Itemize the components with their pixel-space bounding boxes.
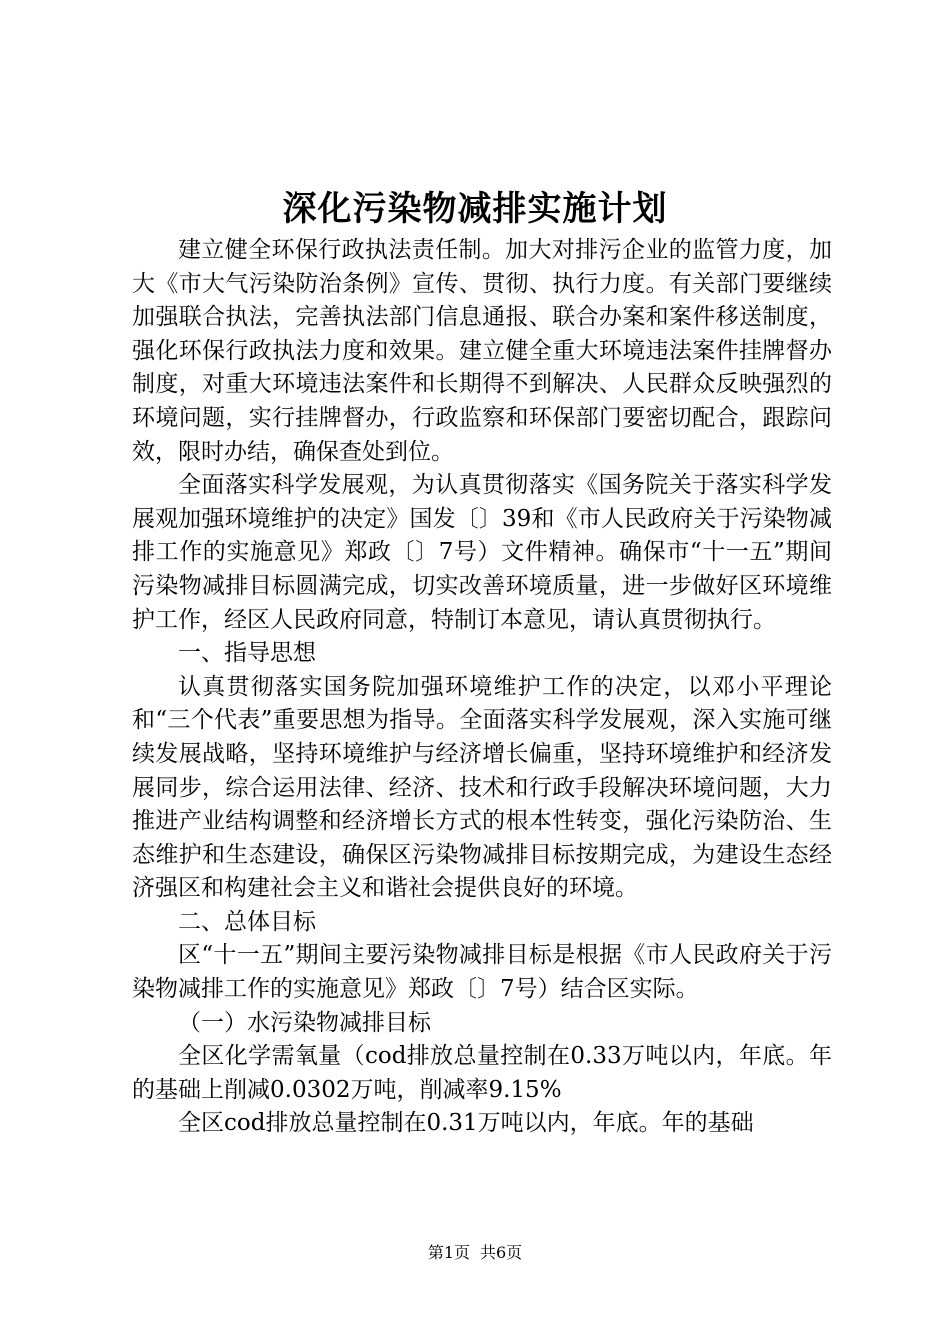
document-body (132, 234, 832, 1141)
section-heading-guiding-thought: 一、指导思想 (178, 640, 316, 667)
paragraph-enforcement: 建立健全环保行政执法责任制。加大对排污企业的监管力度，加大《市大气污染防治条例》宣传、贯彻、执行力度。有关部门要继续加强联合执法，完善执法部门信息通报、联合办案和案件移送制度，强化环保行政执法力度和效果。建立健全重大环境违法案件挂牌督办制度，对重大环境违法案件和长期得不到解决、人民群众反映强烈的环境问题，实行挂牌督办，行政监察和环保部门要密切配合，跟踪问效，限时办结，确保查处到位。 (132, 237, 832, 465)
page-total: 共6页 (480, 1243, 523, 1262)
paragraph-cod-target-1: 全区化学需氧量（cod排放总量控制在0.33万吨以内，年底。年的基础上削减0.0302万吨，削减率9.15% (132, 1043, 832, 1103)
document-title: 深化污染物减排实施计划 (282, 189, 668, 229)
paragraph-overall-goal: 区“十一五”期间主要污染物减排目标是根据《市人民政府关于污染物减排工作的实施意见》郑政〔〕7号）结合区实际。 (132, 942, 832, 1003)
paragraph-guiding-thought: 认真贯彻落实国务院加强环境维护工作的决定，以邓小平理论和“三个代表”重要思想为指导。全面落实科学发展观，深入实施可继续发展战略，坚持环境维护与经济增长偏重，坚持环境维护和经济发展同步，综合运用法律、经济、技术和行政手段解决环境问题，大力推进产业结构调整和经济增长方式的根本性转变，强化污染防治、生态维护和生态建设，确保区污染物减排目标按期完成，为建设生态经济强区和构建社会主义和谐社会提供良好的环境。 (132, 673, 832, 902)
page-footer (0, 1242, 950, 1264)
paragraph-intro: 全面落实科学发展观，为认真贯彻落实《国务院关于落实科学发展观加强环境维护的决定》国发〔〕39和《市人民政府关于污染物减排工作的实施意见》郑政〔〕7号）文件精神。确保市“十一五”期间污染物减排目标圆满完成，切实改善环境质量，进一步做好区环境维护工作，经区人民政府同意，特制订本意见，请认真贯彻执行。 (132, 472, 832, 633)
page-number: 第1页 (427, 1243, 470, 1262)
section-heading-overall-goal: 二、总体目标 (178, 908, 316, 935)
subsection-heading-water-pollutants: （一）水污染物减排目标 (178, 1009, 431, 1036)
paragraph-cod-target-2: 全区cod排放总量控制在0.31万吨以内，年底。年的基础 (178, 1110, 754, 1137)
